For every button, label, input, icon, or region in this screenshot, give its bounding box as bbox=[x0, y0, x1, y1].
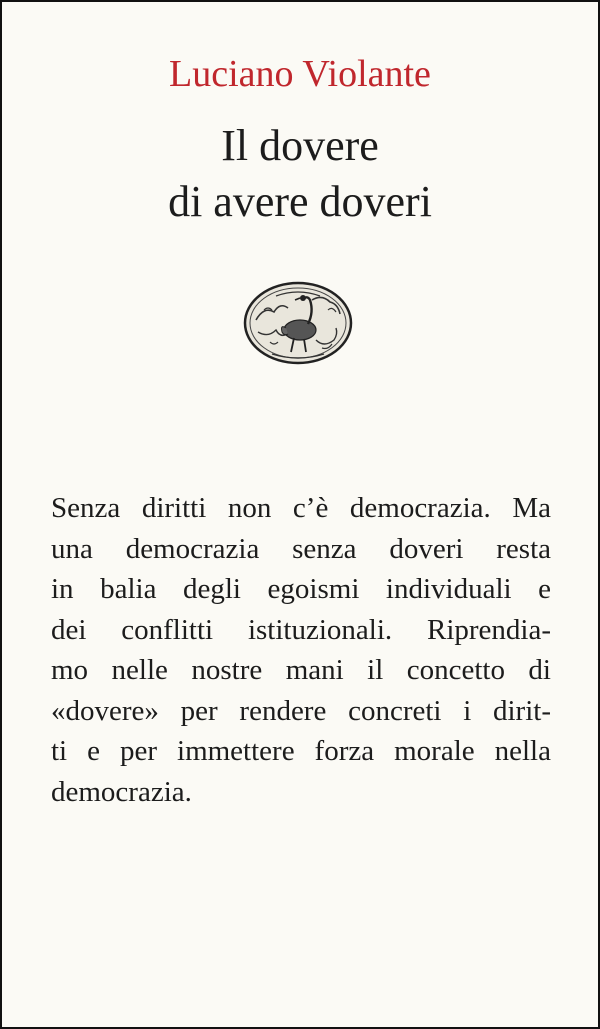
blurb-line: mo nelle nostre mani il concetto di bbox=[51, 654, 551, 686]
book-title bbox=[2, 118, 598, 230]
title-line-1: Il dovere bbox=[221, 121, 379, 170]
author-name: Luciano Violante bbox=[169, 53, 431, 95]
blurb-line: in balia degli egoismi individuali e bbox=[51, 573, 551, 605]
blurb-line: ti e per immettere forza morale nella bbox=[51, 735, 551, 767]
blurb-line: «dovere» per rendere concreti i dirit- bbox=[51, 694, 551, 727]
ostrich-emblem-icon bbox=[242, 280, 354, 366]
title-line-2: di avere doveri bbox=[168, 177, 432, 226]
blurb-line: Senza diritti non c’è democrazia. Ma bbox=[51, 492, 551, 524]
blurb-line: dei conflitti istituzionali. Riprendia- bbox=[51, 613, 551, 646]
back-cover-blurb bbox=[51, 488, 551, 812]
blurb-line: una democrazia senza doveri resta bbox=[51, 532, 551, 565]
blurb-line: democrazia. bbox=[51, 775, 192, 808]
